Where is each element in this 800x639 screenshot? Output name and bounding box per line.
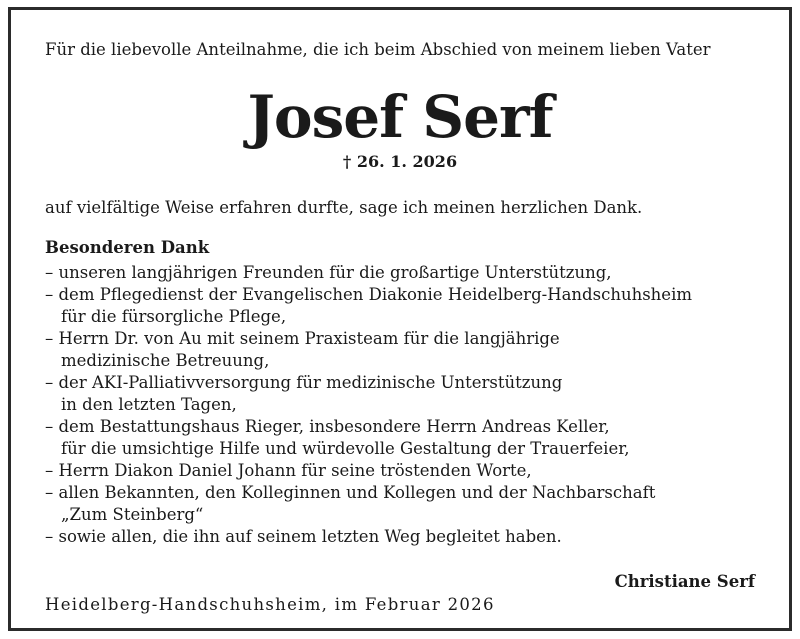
thanks-line: – unseren langjährigen Freunden für die großartige Unterstützung, — [45, 263, 612, 282]
thanks-text: auf vielfältige Weise erfahren durfte, sage ich meinen herzlichen Dank. — [45, 198, 643, 217]
place-date: Heidelberg-Handschuhsheim, im Februar 2026 — [45, 595, 495, 614]
thanks-line: – der AKI-Palliativversorgung für medizinische Unterstützung — [45, 373, 563, 392]
thanks-line: medizinische Betreuung, — [61, 351, 270, 370]
thanks-line: – sowie allen, die ihn auf seinem letzten Weg begleitet haben. — [45, 527, 562, 546]
thanks-item — [45, 482, 692, 526]
thanks-line: – allen Bekannten, den Kolleginnen und Kollegen und der Nachbarschaft — [45, 483, 656, 502]
thanks-line: – Herrn Diakon Daniel Johann für seine tröstenden Worte, — [45, 461, 532, 480]
thanks-item — [45, 372, 692, 416]
thanks-item — [45, 328, 692, 372]
thanks-item — [45, 526, 692, 548]
thanks-line: – dem Bestattungshaus Rieger, insbesondere Herrn Andreas Keller, — [45, 417, 610, 436]
thanks-line: – Herrn Dr. von Au mit seinem Praxisteam für die langjährige — [45, 329, 560, 348]
signature: Christiane Serf — [614, 572, 755, 591]
thanks-line: für die fürsorgliche Pflege, — [61, 307, 287, 326]
thanks-item — [45, 284, 692, 328]
thanks-list — [45, 262, 692, 548]
intro-text: Für die liebevolle Anteilnahme, die ich beim Abschied von meinem lieben Vater — [45, 40, 711, 59]
thanks-line: für die umsichtige Hilfe und würdevolle Gestaltung der Trauerfeier, — [61, 439, 630, 458]
special-thanks-heading: Besonderen Dank — [45, 238, 210, 257]
thanks-line: in den letzten Tagen, — [61, 395, 237, 414]
deceased-name: Josef Serf — [247, 83, 553, 151]
obituary-card — [8, 7, 792, 631]
death-date: † 26. 1. 2026 — [342, 152, 458, 171]
thanks-item — [45, 416, 692, 460]
thanks-item — [45, 460, 692, 482]
thanks-item — [45, 262, 692, 284]
thanks-line: – dem Pflegedienst der Evangelischen Diakonie Heidelberg-Handschuhsheim — [45, 285, 692, 304]
thanks-line: „Zum Steinberg“ — [61, 505, 204, 524]
